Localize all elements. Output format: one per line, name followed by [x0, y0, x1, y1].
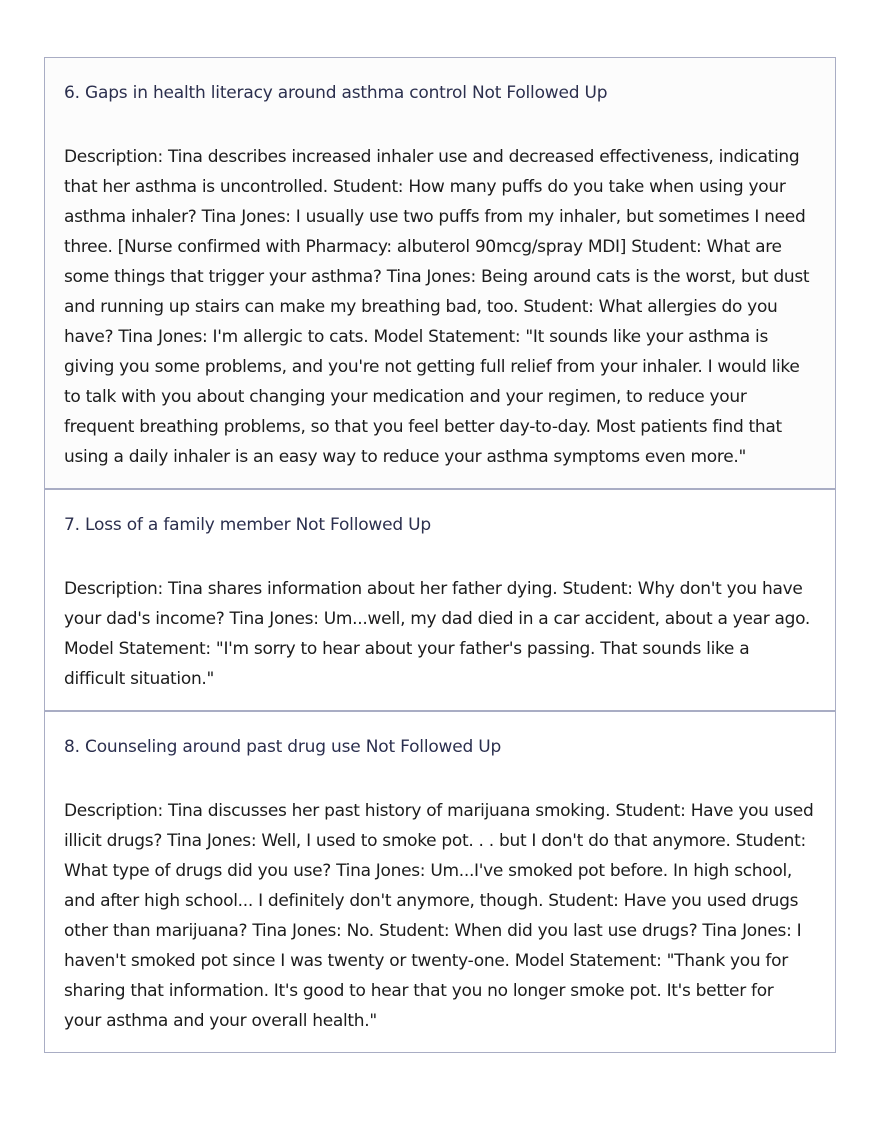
finding-item — [45, 710, 835, 1052]
finding-description: Description: Tina shares information about her father dying. Student: Why don't you have your dad's income? Tina Jones: Um...well, my dad died in a car accident, about a year ago. Model Statement: "I'm sorry to hear about your father's passing. That sounds like a difficult situation." — [64, 579, 811, 689]
finding-item — [45, 58, 835, 488]
findings-list — [44, 57, 836, 1053]
finding-title: 7. Loss of a family member Not Followed Up — [64, 515, 432, 535]
finding-title: 8. Counseling around past drug use Not Followed Up — [64, 737, 502, 757]
finding-description: Description: Tina discusses her past history of marijuana smoking. Student: Have you used illicit drugs? Tina Jones: Well, I used to smoke pot. . . but I don't do that anymore. Student: What type of drugs did you use? Tina Jones: Um...I've smoked pot before. In high school, and after high school... I definitely don't anymore, though. Student: Have you used drugs other than marijuana? Tina Jones: No. Student: When did you last use drugs? Tina Jones: I haven't smoked pot since I was twenty or twenty-one. Model Statement: "Thank you for sharing that information. It's good to hear that you no longer smoke pot. It's better for your asthma and your overall health." — [64, 801, 814, 1031]
finding-description: Description: Tina describes increased inhaler use and decreased effectiveness, indicating that her asthma is uncontrolled. Student: How many puffs do you take when using your asthma inhaler? Tina Jones: I usually use two puffs from my inhaler, but sometimes I need three. [Nurse confirmed with Pharmacy: albuterol 90mcg/spray MDI] Student: What are some things that trigger your asthma? Tina Jones: Being around cats is the worst, but dust and running up stairs can make my breathing bad, too. Student: What allergies do you have? Tina Jones: I'm allergic to cats. Model Statement: "It sounds like your asthma is giving you some problems, and you're not getting full relief from your inhaler. I would like to talk with you about changing your medication and your regimen, to reduce your frequent breathing problems, so that you feel better day-to-day. Most patients find that using a daily inhaler is an easy way to reduce your asthma symptoms even more." — [64, 147, 810, 467]
finding-title: 6. Gaps in health literacy around asthma control Not Followed Up — [64, 83, 608, 103]
finding-item — [45, 488, 835, 710]
